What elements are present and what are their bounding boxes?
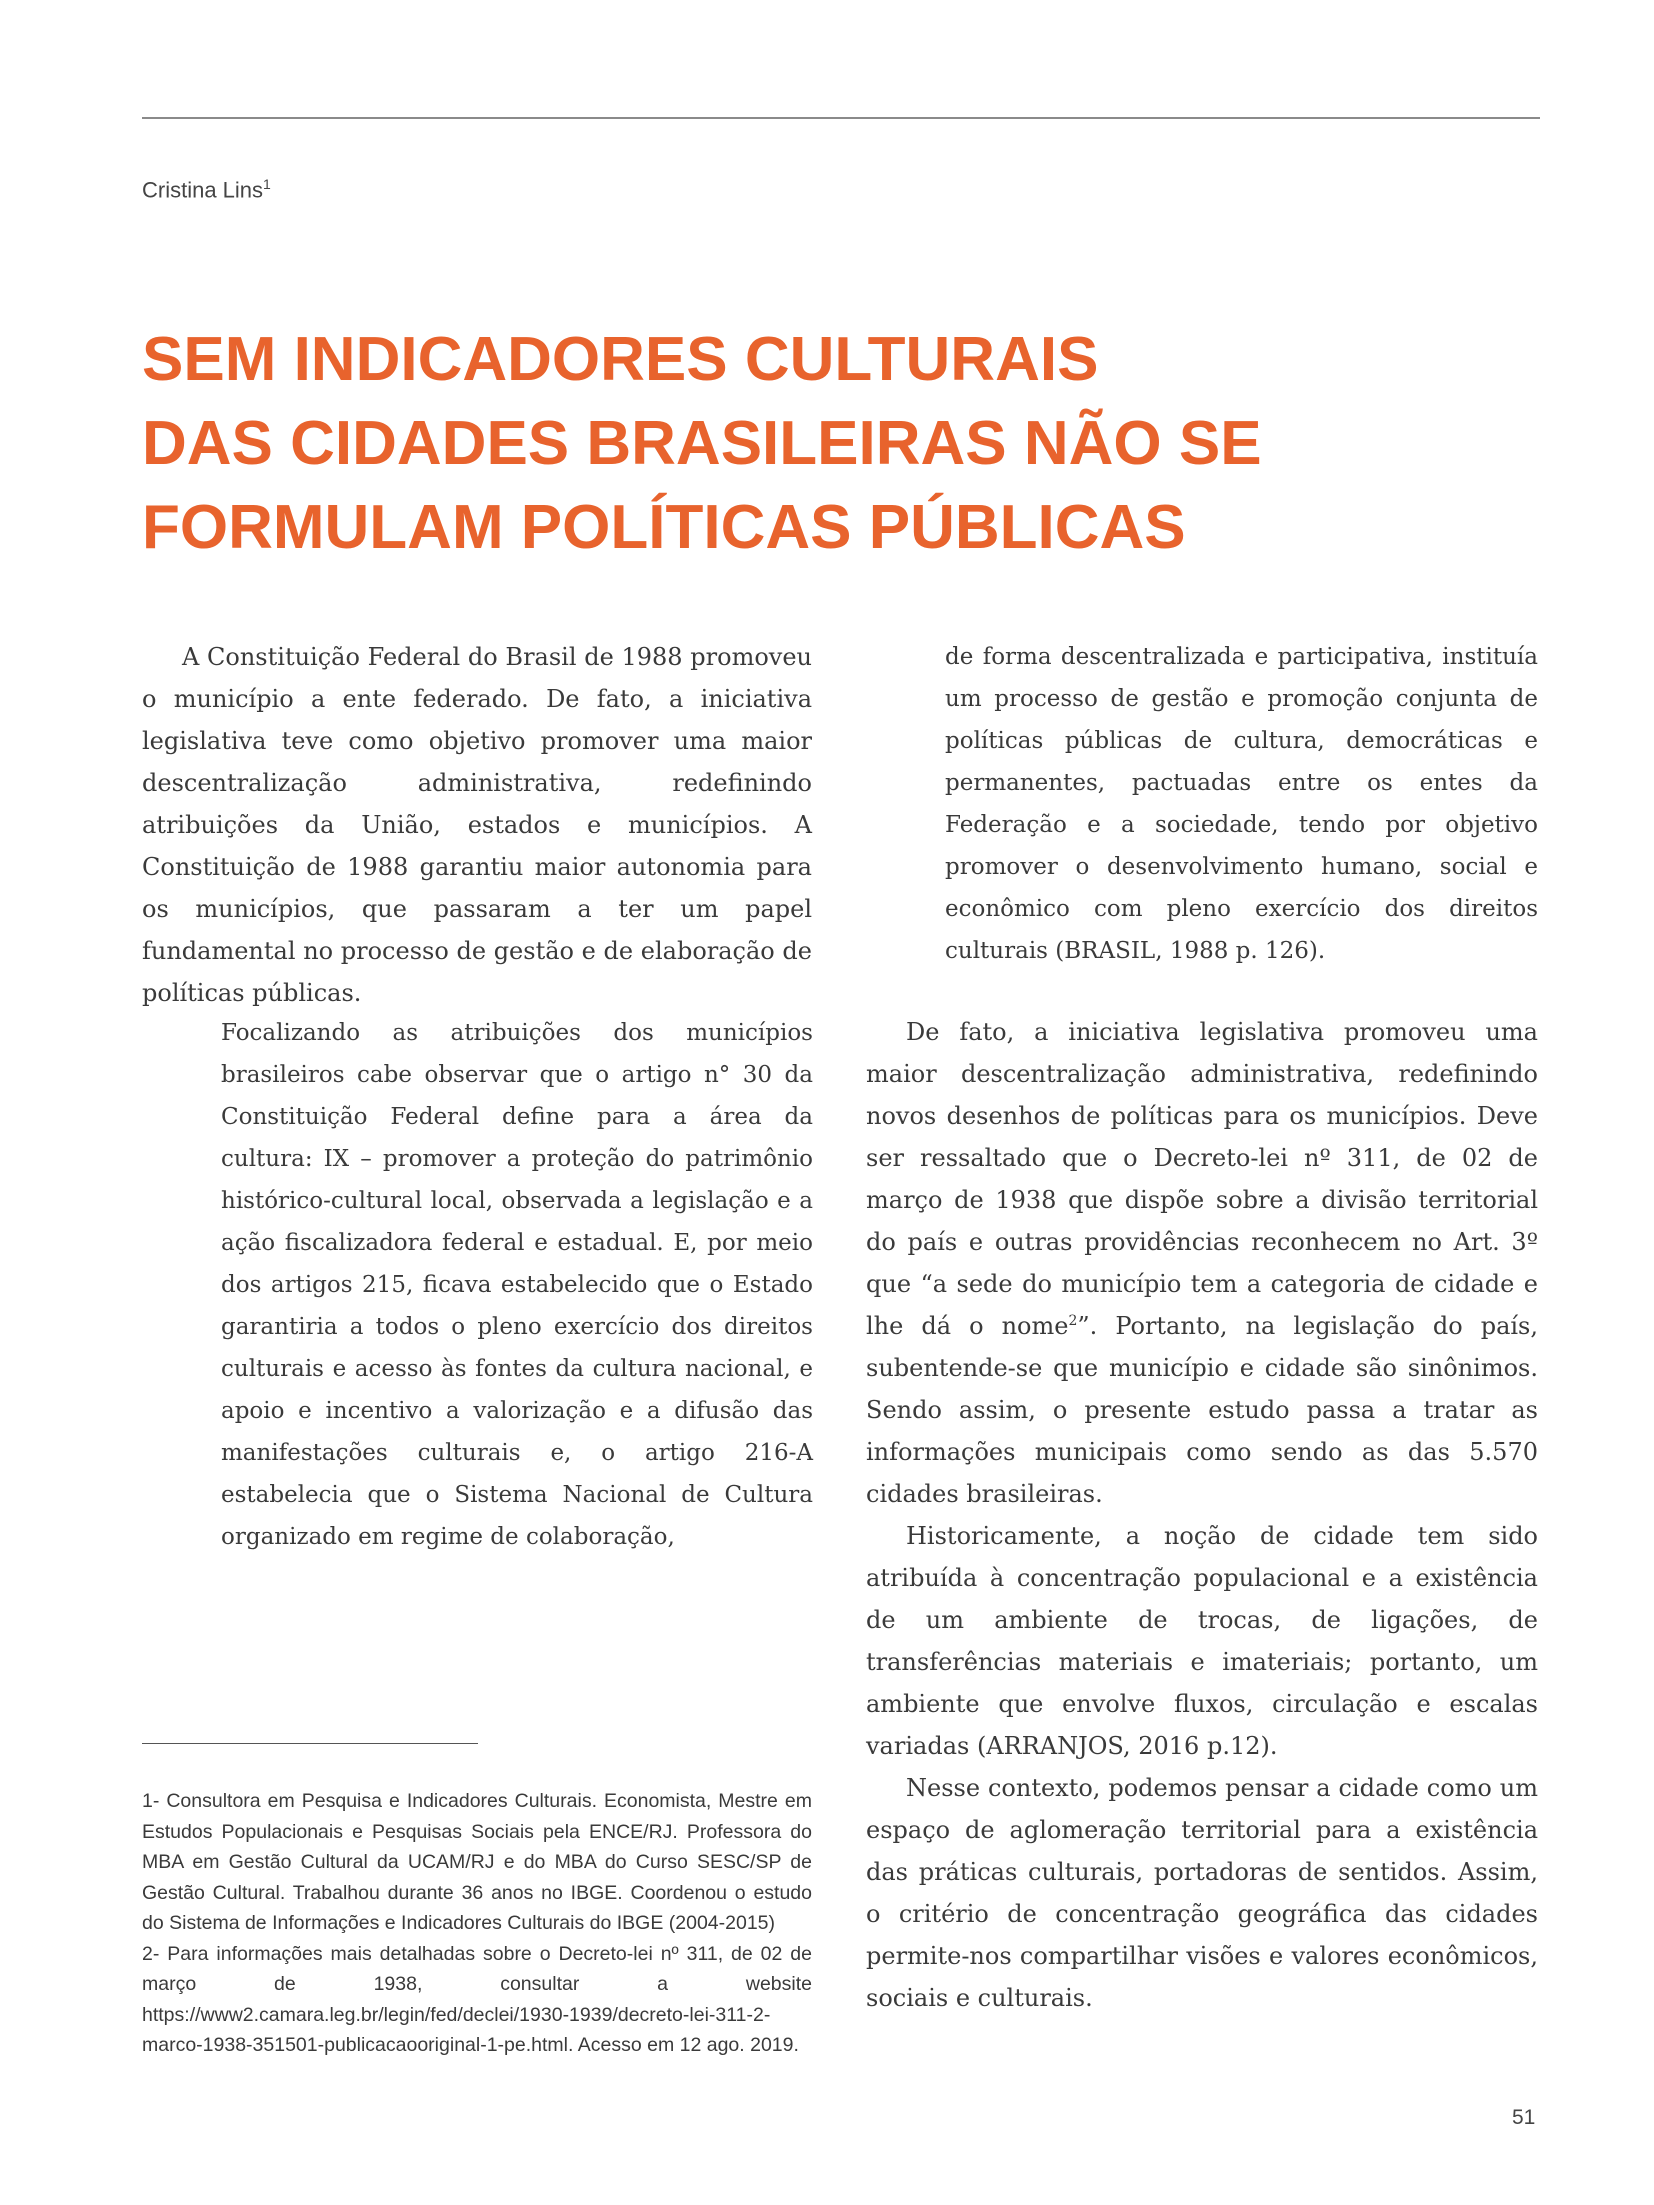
title-line-3: FORMULAM POLÍTICAS PÚBLICAS: [142, 493, 1186, 562]
author-name: Cristina Lins: [142, 177, 264, 203]
body-paragraph-1: [866, 1011, 1538, 1515]
right-column-body: [866, 1011, 1538, 2019]
author-line: [142, 176, 271, 203]
article-title: [142, 318, 1262, 570]
body-paragraph-3: Nesse contexto, podemos pensar a cidade como um espaço de aglomeração territorial para a existência das práticas culturais, portadoras de sentidos. Assim, o critério de concentração geográfica das cidades permite-nos compartilhar visões e valores econômicos, sociais e culturais.: [866, 1774, 1538, 2012]
intro-paragraph: A Constituição Federal do Brasil de 1988 promoveu o município a ente federado. De fato, a iniciativa legislativa teve como objetivo promover uma maior descentralização administrativa, redefinindo atribuições da União, estados e municípios. A Constituição de 1988 garantiu maior autonomia para os municípios, que passaram a ter um papel fundamental no processo de gestão e de elaboração de políticas públicas.: [142, 643, 812, 1007]
footnote-rule: [142, 1743, 478, 1744]
footnote-marker-2: 2: [1068, 1313, 1078, 1329]
footnote-2: 2- Para informações mais detalhadas sobre o Decreto-lei nº 311, de 02 de março de 1938, consultar a website https://www2.camara.leg.br/legin/fed/declei/1930-1939/decreto-lei-311-2-marco-1938-351501-publicacaooriginal-1-pe.html. Acesso em 12 ago. 2019.: [142, 1942, 812, 2056]
body-paragraph-1-start: De fato, a iniciativa legislativa promoveu uma maior descentralização administrativa, redefinindo novos desenhos de políticas para os municípios. Deve ser ressaltado que o Decreto-lei nº 311, de 02 de março de 1938 que dispõe sobre a divisão territorial do país e outras providências reconhecem no Art. 3º que “a sede do município tem a categoria de cidade e lhe dá o nome: [866, 1018, 1538, 1340]
author-footnote-marker: 1: [263, 176, 271, 192]
header-rule: [142, 117, 1540, 119]
title-line-2: DAS CIDADES BRASILEIRAS NÃO SE: [142, 409, 1262, 478]
block-quote-part-2: de forma descentralizada e participativa, instituía um processo de gestão e promoção conjunta de políticas públicas de cultura, democráticas e permanentes, pactuadas entre os entes da Federação e a sociedade, tendo por objetivo promover o desenvolvimento humano, social e econômico com pleno exercício dos direitos culturais (BRASIL, 1988 p. 126).: [945, 644, 1538, 964]
title-line-1: SEM INDICADORES CULTURAIS: [142, 325, 1099, 394]
block-quote-part-1: Focalizando as atribuições dos municípios brasileiros cabe observar que o artigo n° 30 da Constituição Federal define para a área da cultura: IX – promover a proteção do patrimônio histórico-cultural local, observada a legislação e a ação fiscalizadora federal e estadual. E, por meio dos artigos 215, ficava estabelecido que o Estado garantiria a todos o pleno exercício dos direitos culturais e acesso às fontes da cultura nacional, e apoio e incentivo a valorização e a difusão das manifestações culturais e, o artigo 216-A estabelecia que o Sistema Nacional de Cultura organizado em regime de colaboração,: [221, 1020, 813, 1550]
page-number: 51: [1512, 2106, 1536, 2129]
footnotes: [142, 1786, 812, 2061]
body-paragraph-1-end: ”. Portanto, na legislação do país, subentende-se que município e cidade são sinônimos. Sendo assim, o presente estudo passa a tratar as informações municipais como sendo as das 5.570 cidades brasileiras.: [866, 1312, 1538, 1508]
footnote-1: 1- Consultora em Pesquisa e Indicadores Culturais. Economista, Mestre em Estudos Populacionais e Pesquisas Sociais pela ENCE/RJ. Professora do MBA em Gestão Cultural da UCAM/RJ e do MBA do Curso SESC/SP de Gestão Cultural. Trabalhou durante 36 anos no IBGE. Coordenou o estudo do Sistema de Informações e Indicadores Culturais do IBGE (2004-2015): [142, 1790, 812, 1934]
body-paragraph-2: Historicamente, a noção de cidade tem sido atribuída à concentração populacional e a existência de um ambiente de trocas, de ligações, de transferências materiais e imateriais; portanto, um ambiente que envolve fluxos, circulação e escalas variadas (ARRANJOS, 2016 p.12).: [866, 1522, 1538, 1760]
